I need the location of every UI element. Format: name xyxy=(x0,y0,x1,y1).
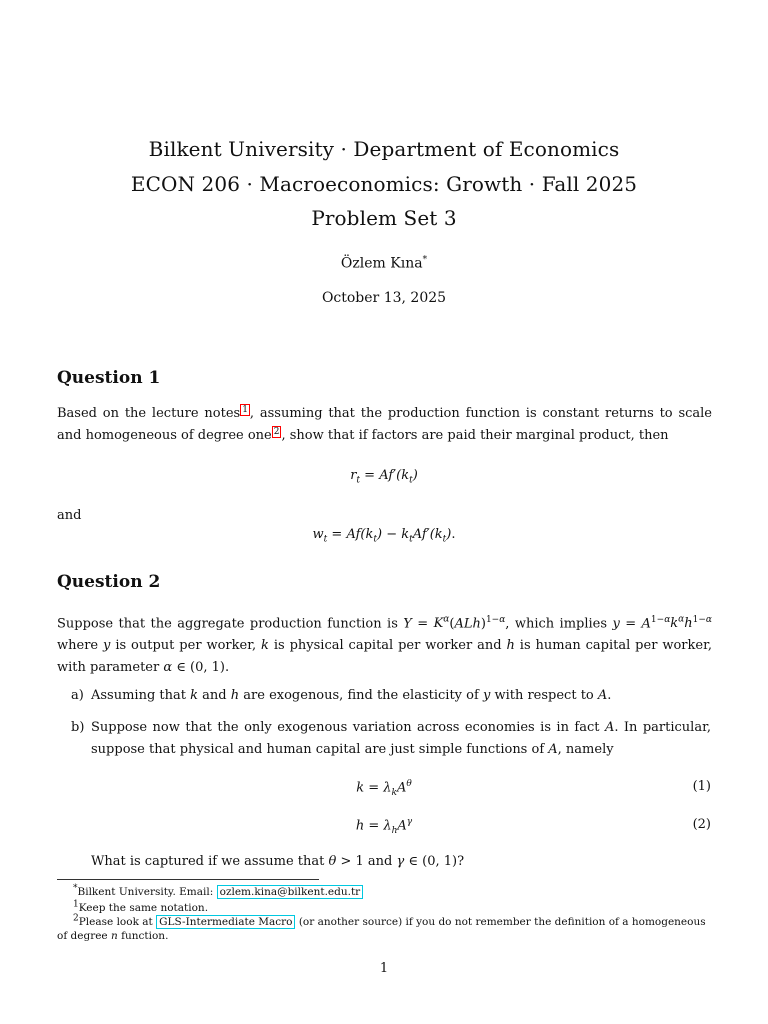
footnote-1-link[interactable]: 1 xyxy=(242,404,248,415)
date: October 13, 2025 xyxy=(321,290,447,306)
title-university: Bilkent University · Department of Economics xyxy=(148,137,620,161)
part-b-label: b) xyxy=(71,720,85,735)
question-2-intro: Suppose that the aggregate production function is $Y = K^\alpha(ALh)^{1-\alpha}$, which implies $y = A^{1-\alpha}k^\alpha h^{1-\alpha}$ where y is output per worker, k is physical capital per worker and h is human capital per worker, with parameter α ∈ (0, 1). xyxy=(57,615,712,676)
equation-1-number: (1) xyxy=(692,779,711,794)
equation-1: $k = \lambda_kA^\theta$ xyxy=(356,779,412,798)
question-2-heading: Question 2 xyxy=(57,572,161,592)
equation-w: $w_t = Af(k_t) - k_tAf'(k_t)$. xyxy=(312,527,456,545)
and-text: and xyxy=(57,508,82,523)
question-1-heading: Question 1 xyxy=(57,368,161,388)
author-name: Özlem Kına xyxy=(340,255,423,272)
equation-r: $r_t = Af'(k_t)$ xyxy=(350,468,418,486)
email-link[interactable]: ozlem.kina@bilkent.edu.tr xyxy=(217,885,364,899)
author-footnote-mark[interactable]: * xyxy=(422,255,428,265)
footnote-2: 2Please look at GLS-Intermediate Macro (or another source) if you do not remember the definition of a homogeneous of degree n function. xyxy=(57,913,706,942)
footnote-divider xyxy=(57,879,319,880)
gls-intermediate-macro-link[interactable]: GLS-Intermediate Macro xyxy=(156,915,295,929)
footnote-star: *Bilkent University. Email: ozlem.kina@bilkent.edu.tr xyxy=(57,881,712,899)
question-2-part-b: b) Suppose now that the only exogenous variation across economies is in fact A. In particular, suppose that physical and human capital are just simple functions of A, namely xyxy=(71,717,711,761)
footnote-2-link[interactable]: 2 xyxy=(273,426,280,437)
question-2-part-a: a) Assuming that k and h are exogenous, find the elasticity of y with respect to A. xyxy=(71,685,711,707)
footnote-1: 1Keep the same notation. xyxy=(73,899,209,914)
question-1-text: Based on the lecture notes 1 , assuming that the production function is constant returns to scale and homogeneous of degree one 2 , show that if factors are paid their marginal product, then xyxy=(57,404,713,443)
title-problem-set: Problem Set 3 xyxy=(311,206,457,230)
author xyxy=(0,255,768,272)
title-course: ECON 206 · Macroeconomics: Growth · Fall 2025 xyxy=(130,172,638,196)
part-a-label: a) xyxy=(71,688,84,703)
page-number: 1 xyxy=(379,961,389,976)
equation-2: $h = \lambda_hA^\gamma$ xyxy=(355,817,413,836)
question-2-closing: What is captured if we assume that θ > 1 and γ ∈ (0, 1)? xyxy=(91,854,465,869)
equation-2-number: (2) xyxy=(692,817,711,832)
